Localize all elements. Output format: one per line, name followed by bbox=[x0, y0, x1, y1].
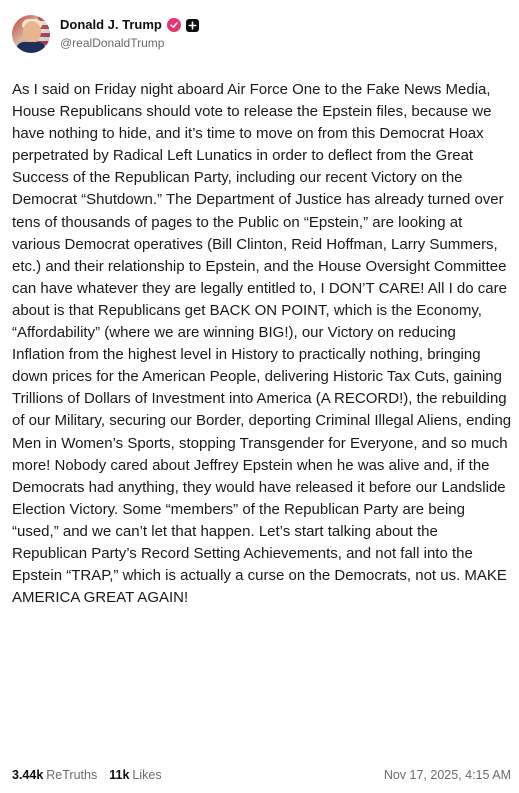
likes-count: 11k bbox=[109, 768, 130, 782]
author-info bbox=[60, 17, 199, 51]
avatar[interactable] bbox=[12, 15, 50, 53]
verified-check-icon bbox=[167, 18, 181, 32]
retruths-count: 3.44k bbox=[12, 768, 44, 782]
post-footer bbox=[12, 766, 511, 784]
post-body-text: As I said on Friday night aboard Air Force One to the Fake News Media, House Republicans should vote to release the Epstein files, because we have nothing to hide, and it’s time to move on from this Democrat Hoax perpetrated by Radical Left Lunatics in order to deflect from the Great Success of the Republican Party, including our recent Victory on the Democrat “Shutdown.” The Department of Justice has already turned over tens of thousands of pages to the Public on “Epstein,” are looking at various Democrat operatives (Bill Clinton, Reid Hoffman, Larry Summers, etc.) and their relationship to Epstein, and the House Oversight Committee can have whatever they are legally entitled to, I DON’T CARE! All I do care about is that Republicans get BACK ON POINT, which is the Economy, “Affordability” (where we are winning BIG!), our Victory on reducing Inflation from the highest level in History to practically nothing, bringing down prices for the American People, delivering Historic Tax Cuts, gaining Trillions of Dollars of Investment into America (A RECORD!), the rebuilding of our Military, securing our Border, deporting Criminal Illegal Aliens, ending Men in Women’s Sports, stopping Transgender for Everyone, and so much more! Nobody cared about Jeffrey Epstein when he was alive and, if the Democrats had anything, they would have released it before our Landslide Election Victory. Some “members” of the Republican Party are being “used,” and we can’t let that happen. Let’s start talking about the Republican Party’s Record Setting Achievements, and not fall into the Epstein “TRAP,” which is actually a curse on the Democrats, not us. MAKE AMERICA GREAT AGAIN! bbox=[12, 81, 512, 607]
retruths-stat[interactable] bbox=[12, 768, 97, 782]
author-handle[interactable]: @realDonaldTrump bbox=[60, 36, 165, 50]
likes-stat[interactable] bbox=[109, 768, 161, 782]
retruths-label: ReTruths bbox=[46, 768, 98, 782]
author-display-name[interactable]: Donald J. Trump bbox=[60, 17, 162, 32]
post-timestamp[interactable]: Nov 17, 2025, 4:15 AM bbox=[383, 768, 511, 782]
post-header bbox=[12, 14, 199, 54]
likes-label: Likes bbox=[132, 768, 162, 782]
plus-badge-icon bbox=[186, 19, 199, 32]
